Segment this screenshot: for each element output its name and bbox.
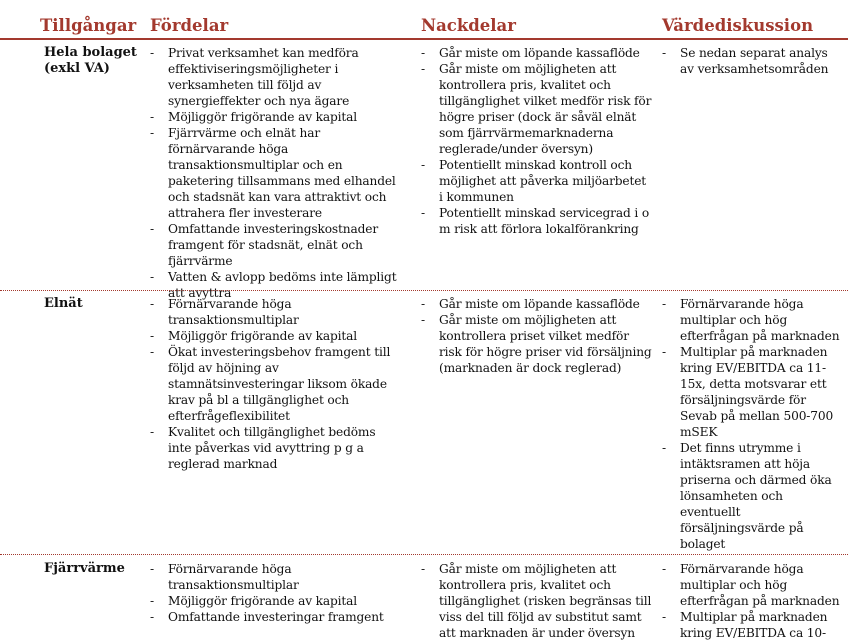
list-item: - Möjliggör frigörande av kapital <box>150 109 402 125</box>
vardediskussion-list-elnat <box>662 296 842 552</box>
list-item: - Potentiellt minskad kontroll och möjlighet att påverka miljöarbetet i kommunen <box>421 157 653 205</box>
list-item: - Fjärrvärme och elnät har förnärvarande höga transaktionsmultiplar och en paketering tillsammans med elhandel och stadsnät kan vara attraktivt och attrahera fler investerare <box>150 125 402 221</box>
header-divider <box>0 38 848 40</box>
list-item: - Multiplar på marknaden kring EV/EBITDA ca 10- <box>662 609 842 641</box>
list-item: - Går miste om möjligheten att kontrollera pris, kvalitet och tillgänglighet (risken begränsas till viss del till följd av substitut samt att marknaden är under översyn <box>421 561 653 641</box>
list-item: - Möjliggör frigörande av kapital <box>150 593 402 609</box>
list-item: - Förnärvarande höga multiplar och hög efterfrågan på marknaden <box>662 296 842 344</box>
list-item: - Se nedan separat analys av verksamhetsområden <box>662 45 842 77</box>
header-tillgangar: Tillgångar <box>40 16 137 35</box>
list-item: - Potentiellt minskad servicegrad i o m risk att förlora lokalförankring <box>421 205 653 237</box>
row-divider <box>0 554 848 555</box>
list-item: - Förnärvarande höga transaktionsmultiplar <box>150 296 402 328</box>
nackdelar-list-elnat <box>421 296 653 376</box>
list-item: - Förnärvarande höga multiplar och hög efterfrågan på marknaden <box>662 561 842 609</box>
row-label-line1: Fjärrvärme <box>44 561 125 576</box>
row-divider <box>0 290 848 291</box>
list-item: - Går miste om löpande kassaflöde <box>421 45 653 61</box>
list-item: - Omfattande investeringar framgent <box>150 609 402 625</box>
header-nackdelar: Nackdelar <box>421 16 516 35</box>
vardediskussion-list-hela-bolaget <box>662 45 842 77</box>
list-item: - Ökat investeringsbehov framgent till följd av höjning av stamnätsinvesteringar liksom ökade krav på bl a tillgänglighet och efterfrågeflexibilitet <box>150 344 402 424</box>
list-item: - Förnärvarande höga transaktionsmultiplar <box>150 561 402 593</box>
nackdelar-list-hela-bolaget <box>421 45 653 237</box>
header-fordelar: Fördelar <box>150 16 229 35</box>
list-item: - Går miste om möjligheten att kontrollera pris, kvalitet och tillgänglighet vilket medför risk för högre priser (dock är såväl elnät som fjärrvärmemarknaderna reglerade/under översyn) <box>421 61 653 157</box>
row-label-line2: (exkl VA) <box>44 61 110 76</box>
list-item: - Privat verksamhet kan medföra effektiviseringsmöjligheter i verksamheten till följd av synergieffekter och nya ägare <box>150 45 402 109</box>
list-item: - Kvalitet och tillgänglighet bedöms inte påverkas vid avyttring p g a reglerad marknad <box>150 424 402 472</box>
row-label-line1: Hela bolaget <box>44 45 137 60</box>
row-label-line1: Elnät <box>44 296 83 311</box>
list-item: - Går miste om möjligheten att kontrollera priset vilket medför risk för högre priser vid försäljning (marknaden är dock reglerad) <box>421 312 653 376</box>
vardediskussion-list-fjarrvarme <box>662 561 842 641</box>
fordelar-list-hela-bolaget <box>150 45 402 301</box>
fordelar-list-fjarrvarme <box>150 561 402 625</box>
header-vardediskussion: Värdediskussion <box>662 16 814 35</box>
list-item: - Omfattande investeringskostnader framgent för stadsnät, elnät och fjärrvärme <box>150 221 402 269</box>
fordelar-list-elnat <box>150 296 402 472</box>
row-label-fjarrvarme <box>44 561 125 577</box>
list-item: - Går miste om löpande kassaflöde <box>421 296 653 312</box>
row-label-hela-bolaget <box>44 45 137 77</box>
list-item: - Möjliggör frigörande av kapital <box>150 328 402 344</box>
list-item: - Vatten & avlopp bedöms inte lämpligt att avyttra <box>150 269 402 301</box>
nackdelar-list-fjarrvarme <box>421 561 653 641</box>
list-item: - Det finns utrymme i intäktsramen att höja priserna och därmed öka lönsamheten och eventuellt försäljningsvärde på bolaget <box>662 440 842 552</box>
list-item: - Multiplar på marknaden kring EV/EBITDA ca 11-15x, detta motsvarar ett försäljningsvärde för Sevab på mellan 500-700 mSEK <box>662 344 842 440</box>
row-label-elnat <box>44 296 83 312</box>
